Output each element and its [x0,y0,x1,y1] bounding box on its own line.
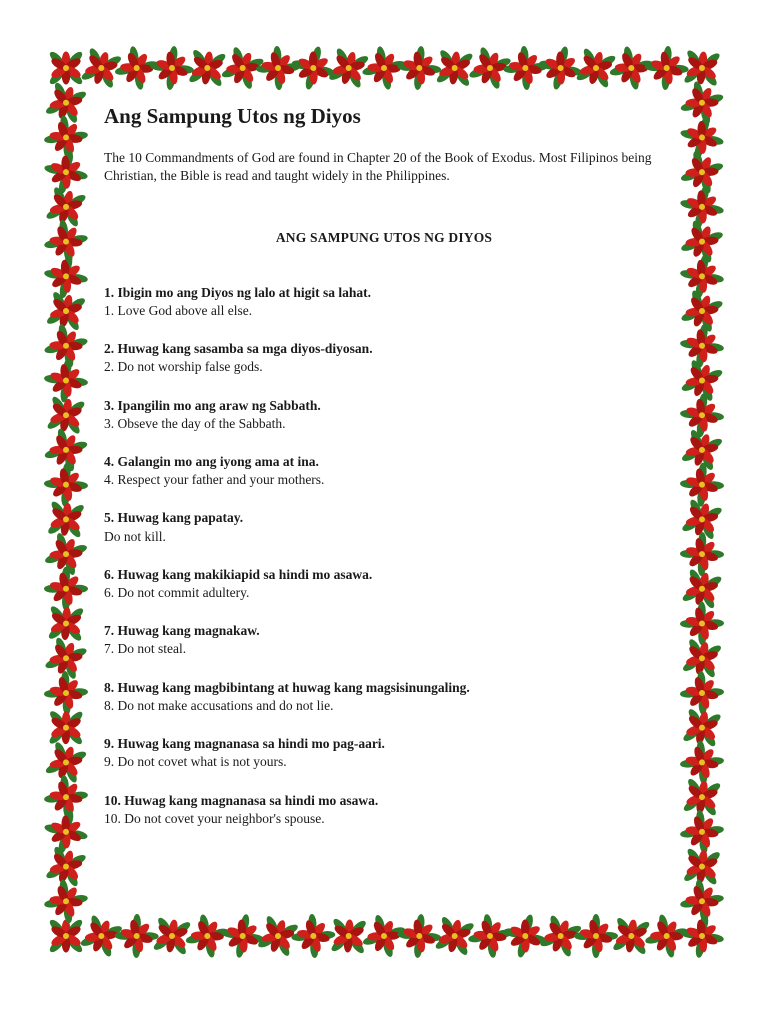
poinsettia-flower-icon [676,876,727,927]
poinsettia-flower-icon [44,289,88,333]
poinsettia-flower-icon [682,846,723,887]
commandment-english: 3. Obseve the day of the Sabbath. [104,415,286,431]
poinsettia-flower-icon [252,42,304,94]
poinsettia-flower-icon [676,251,727,302]
poinsettia-flower-icon [329,916,368,955]
poinsettia-flower-icon [676,320,728,372]
poinsettia-flower-icon [40,355,92,407]
poinsettia-flower-icon [676,806,728,858]
poinsettia-flower-icon [676,181,727,232]
poinsettia-flower-icon [47,709,84,746]
section-heading: ANG SAMPUNG UTOS NG DIYOS [275,229,493,245]
poinsettia-flower-icon [499,42,551,94]
poinsettia-flower-icon [46,499,87,540]
commandment-english: 9. Do not covet what is not yours. [104,754,287,770]
poinsettia-flower-icon [676,528,728,580]
commandment-tagalog: 3. Ipangilin mo ang araw ng Sabbath. [104,397,321,413]
commandment-tagalog: 5. Huwag kang papatay. [104,510,244,526]
poinsettia-flower-icon [40,563,92,615]
commandment-item [104,340,664,376]
commandment-item [104,509,664,545]
poinsettia-flower-icon [187,47,229,89]
poinsettia-flower-icon [48,50,85,87]
poinsettia-flower-icon [676,459,728,511]
commandment-english: 8. Do not make accusations and do not lie. [104,697,334,713]
commandment-english: 6. Do not commit adultery. [104,585,250,601]
commandment-english: Do not kill. [104,528,166,544]
poinsettia-flower-icon [48,918,85,955]
commandment-item [104,566,664,602]
commandment-tagalog: 4. Galangin mo ang iyong ama at ina. [104,453,319,469]
commandment-item [104,735,664,771]
poinsettia-flower-icon [78,45,124,91]
commandment-tagalog: 10. Huwag kang magnanasa sa hindi mo asawa. [104,792,379,808]
poinsettia-flower-icon [570,910,622,962]
poinsettia-flower-icon [676,598,728,650]
poinsettia-flower-icon [641,42,693,94]
commandment-item [104,453,664,489]
poinsettia-flower-icon [573,45,618,90]
poinsettia-flower-icon [43,184,88,229]
poinsettia-flower-icon [677,78,727,128]
poinsettia-flower-icon [111,910,163,962]
poinsettia-flower-icon [393,910,445,962]
commandment-english: 1. Love God above all else. [104,302,253,318]
commandment-tagalog: 7. Huwag kang magnakaw. [104,623,260,639]
poinsettia-flower-icon [677,112,728,163]
commandment-tagalog: 2. Huwag kang sasamba sa mga diyos-diyosan. [104,341,373,357]
commandment-english: 4. Respect your father and your mothers. [104,472,325,488]
commandment-item [104,792,664,828]
poinsettia-flower-icon [464,910,515,961]
commandment-tagalog: 1. Ibigin mo ang Diyos ng lalo at higit sa lahat. [104,284,372,300]
poinsettia-flower-icon [287,910,339,962]
poinsettia-flower-icon [676,736,728,788]
commandment-item [104,679,664,715]
document-body [104,104,664,848]
commandment-item [104,284,664,320]
poinsettia-flower-icon [146,42,198,94]
poinsettia-flower-icon [46,604,85,643]
poinsettia-flower-icon [40,667,92,719]
poinsettia-flower-icon [40,459,92,511]
intro-paragraph: The 10 Commandments of God are found in Chapter 20 of the Book of Exodus. Most Filipinos being Christian, the Bible is read and taught widely in the Philippines. [104,150,652,184]
poinsettia-flower-icon [217,910,268,961]
commandment-tagalog: 9. Huwag kang magnanasa sa hindi mo pag-aari. [104,736,385,752]
commandment-list [104,284,664,828]
page-title: Ang Sampung Utos ng Diyos [104,104,361,128]
poinsettia-flower-icon [40,876,91,927]
poinsettia-flower-icon [45,394,88,437]
poinsettia-flower-icon [393,42,445,94]
commandment-english: 2. Do not worship false gods. [104,359,263,375]
commandment-english: 7. Do not steal. [104,641,187,657]
poinsettia-flower-icon [326,45,371,90]
commandment-english: 10. Do not covet your neighbor's spouse. [104,810,325,826]
commandment-tagalog: 6. Huwag kang makikiapid sa hindi mo asawa. [104,566,373,582]
commandment-item [104,397,664,433]
poinsettia-flower-icon [40,251,91,302]
poinsettia-flower-icon [676,667,728,719]
poinsettia-flower-icon [676,389,728,441]
commandment-tagalog: 8. Huwag kang magbibintang at huwag kang magsisinungaling. [104,679,470,695]
commandment-item [104,622,664,658]
